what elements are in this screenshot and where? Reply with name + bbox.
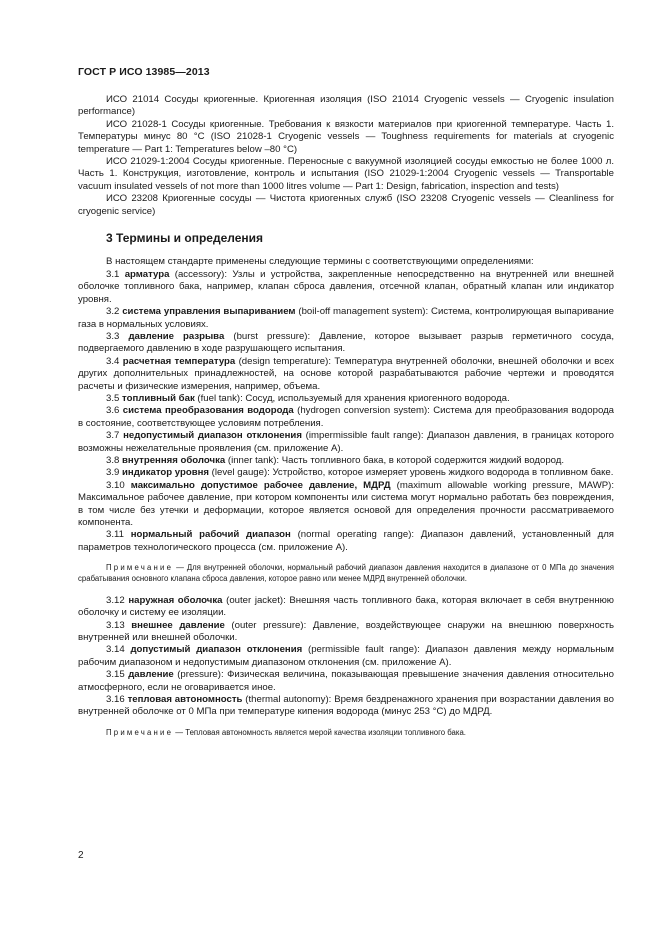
content-body bbox=[78, 94, 614, 749]
term-name: наружная оболочка bbox=[128, 594, 223, 606]
document-header: ГОСТ Р ИСО 13985—2013 bbox=[78, 66, 210, 78]
term-number: 3.3 bbox=[106, 330, 120, 342]
term-definition bbox=[78, 393, 614, 405]
note-1 bbox=[78, 563, 614, 585]
intro-paragraph: В настоящем стандарте применены следующие термины с соответствующими определениями: bbox=[106, 256, 534, 268]
term-text: (thermal autonomy): Время бездренажного хранения при возрастании давления во внутренней оболочке от 0 МПа при температуре кипения водорода (минус 253 °С) до МДРД. bbox=[78, 694, 615, 718]
term-definition bbox=[78, 306, 614, 331]
term-number: 3.2 bbox=[106, 306, 120, 318]
term-definition bbox=[78, 529, 614, 554]
term-text: (impermissible fault range): Диапазон давления, в границах которого возможны нежелательные проявления (см. приложение А). bbox=[78, 430, 614, 454]
terms-list bbox=[78, 269, 614, 554]
term-name: индикатор уровня bbox=[122, 467, 210, 479]
reference-item: ИСО 23208 Криогенные сосуды — Чистота криогенных служб (ISO 23208 Cryogenic vessels — Cleanliness for cryogenic service) bbox=[78, 193, 614, 217]
term-name: система управления выпариванием bbox=[122, 306, 296, 318]
note-2 bbox=[78, 728, 614, 739]
term-text: (hydrogen conversion system): Система для преобразования водорода в состояние, соответствующее условиям потребления. bbox=[78, 405, 615, 429]
term-name: нормальный рабочий диапазон bbox=[130, 529, 291, 541]
term-name: давление bbox=[128, 669, 174, 681]
term-definition bbox=[78, 467, 614, 479]
reference-item: ИСО 21029-1:2004 Сосуды криогенные. Переносные с вакуумной изоляцией сосуды емкостью не более 1000 л. Часть 1. Конструкция, изготовление, контроль и испытания (ISO 21029-1:2004 Cryogenic vessels — Transportable vacuum insulated vessels of not more than 1000 litres volume — Part 1: Design, fabrication, inspection and tests) bbox=[78, 156, 614, 192]
references-list bbox=[78, 94, 614, 218]
term-definition bbox=[78, 669, 614, 694]
term-definition bbox=[78, 331, 614, 356]
term-number: 3.1 bbox=[106, 268, 120, 280]
term-text: (outer pressure): Давление, воздействующее снаружи на внешнюю поверхность внутренней или внешней оболочки. bbox=[78, 619, 614, 644]
term-text: (inner tank): Часть топливного бака, в которой содержится жидкий водород. bbox=[225, 454, 565, 466]
term-text: (level gauge): Устройство, которое измеряет уровень жидкого водорода в топливном баке. bbox=[209, 467, 614, 479]
term-number: 3.9 bbox=[106, 467, 120, 479]
terms-list bbox=[78, 595, 614, 719]
term-number: 3.7 bbox=[106, 430, 120, 442]
term-definition bbox=[78, 269, 614, 306]
term-name: максимально допустимое рабочее давление, МДРД bbox=[130, 479, 391, 491]
term-number: 3.15 bbox=[106, 669, 125, 681]
reference-item: ИСО 21028-1 Сосуды криогенные. Требования к вязкости материалов при криогенной температуре. Часть 1. Температуры минус 80 °С (ISO 21028-1 Cryogenic vessels — Toughness requirements for materials at cryogenic temperature — Part 1: Temperatures below –80 °С) bbox=[78, 118, 614, 155]
term-text: (burst pressure): Давление, которое вызывает разрыв герметичного сосуда, подвергаемого давлению в ходе разрушающего испытания. bbox=[78, 330, 615, 355]
term-definition bbox=[78, 356, 614, 393]
term-text: (fuel tank): Сосуд, используемый для хранения криогенного водорода. bbox=[194, 392, 510, 404]
term-name: тепловая автономность bbox=[127, 694, 243, 706]
note-text: — Тепловая автономность является мерой качества изоляции топливного бака. bbox=[173, 727, 466, 737]
term-text: (permissible fault range): Диапазон давления между нормальным рабочим диапазоном и недопустимым диапазоном отклонения (см. приложение А). bbox=[78, 644, 614, 668]
term-definition bbox=[78, 480, 614, 530]
term-text: (design temperature): Температура внутренней оболочки, внешней оболочки и всех других дополнительных принадлежностей, на основе которой разрабатываются рабочие чертежи и проводятся расчеты и физические измерения, например, объема. bbox=[78, 355, 614, 392]
term-number: 3.4 bbox=[106, 355, 120, 367]
term-name: система преобразования водорода bbox=[122, 405, 294, 417]
term-number: 3.11 bbox=[106, 529, 124, 541]
term-name: расчетная температура bbox=[122, 355, 236, 367]
term-number: 3.8 bbox=[106, 454, 120, 466]
term-definition bbox=[78, 694, 614, 719]
term-name: внутренняя оболочка bbox=[122, 454, 226, 466]
term-number: 3.13 bbox=[106, 619, 125, 631]
term-name: топливный бак bbox=[122, 392, 195, 404]
term-name: недопустимый диапазон отклонения bbox=[123, 430, 302, 442]
term-name: арматура bbox=[124, 268, 170, 280]
term-definition bbox=[78, 595, 614, 620]
term-number: 3.5 bbox=[106, 392, 120, 404]
term-text: (boil-off management system): Система, контролирующая выпаривание газа в нормальных условиях. bbox=[78, 306, 614, 330]
term-name: внешнее давление bbox=[131, 619, 225, 631]
term-number: 3.16 bbox=[106, 694, 125, 706]
section-heading: 3 Термины и определения bbox=[106, 231, 264, 246]
term-number: 3.6 bbox=[106, 405, 120, 417]
term-definition bbox=[78, 430, 614, 455]
note-label: Примечание bbox=[106, 563, 174, 573]
note-label: Примечание bbox=[106, 727, 174, 737]
term-name: давление разрыва bbox=[128, 330, 225, 342]
term-definition bbox=[78, 620, 614, 645]
term-text: (maximum allowable working pressure, MAWP): Максимальное рабочее давление, при котором компоненты или система могут нормально работать без повреждения, в том числе без утечки и деформации, которое является основой для определения прочности рассматриваемого компонента. bbox=[78, 479, 615, 528]
term-definition bbox=[78, 405, 614, 430]
term-number: 3.14 bbox=[106, 644, 125, 656]
term-text: (pressure): Физическая величина, показывающая превышение значения давления относительно атмосферного, если не оговаривается иное. bbox=[78, 669, 614, 693]
term-definition bbox=[78, 644, 614, 669]
term-text: (accessory): Узлы и устройства, закрепленные непосредственно на внутренней или внешней оболочке топливного бака, например, клапан сброса давления, отсечной клапан, обратный клапан или индикатор уровня. bbox=[78, 268, 614, 305]
term-definition bbox=[78, 455, 614, 467]
note-text: — Для внутренней оболочки, нормальный рабочий диапазон давления находится в диапазоне от 0 МПа до значения срабатывания основного клапана сброса давления, которое равно или менее МДРД внутренней оболочки. bbox=[78, 563, 614, 584]
term-number: 3.12 bbox=[106, 594, 125, 606]
term-number: 3.10 bbox=[106, 479, 125, 491]
reference-item: ИСО 21014 Сосуды криогенные. Криогенная изоляция (ISO 21014 Cryogenic vessels — Cryogenic insulation performance) bbox=[78, 94, 614, 118]
term-text: (normal operating range): Диапазон давлений, установленный для параметров технологического процесса (см. приложение А). bbox=[78, 529, 614, 553]
term-name: допустимый диапазон отклонения bbox=[130, 644, 303, 656]
page-number: 2 bbox=[78, 850, 84, 861]
term-text: (outer jacket): Внешняя часть топливного бака, которая включает в себя внутреннюю оболочку и систему ее изоляции. bbox=[78, 594, 615, 619]
